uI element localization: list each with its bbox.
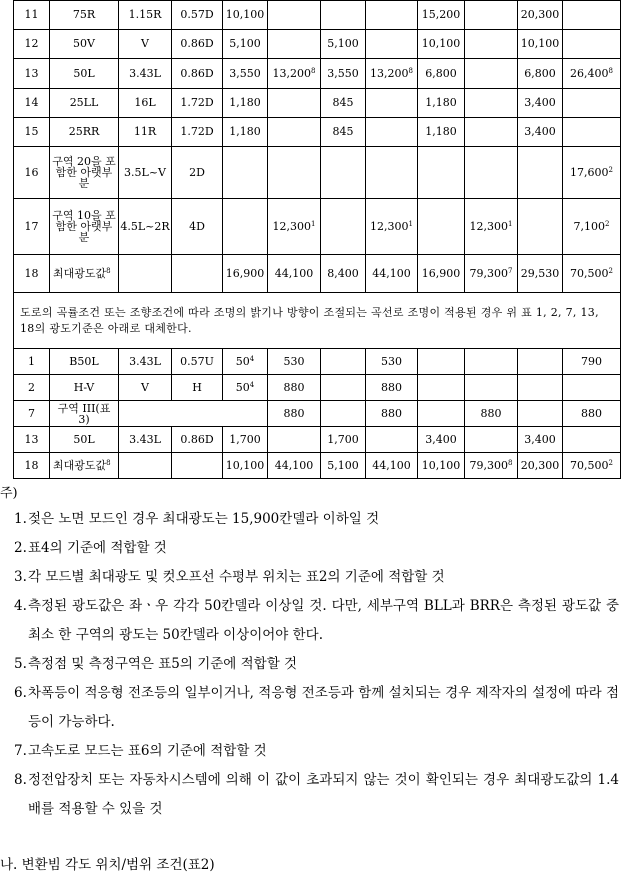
table-cell: 5,100 — [321, 30, 366, 59]
table-cell — [563, 1, 621, 30]
table-cell: 7 — [14, 401, 50, 427]
note-item — [0, 505, 621, 534]
table-cell — [563, 375, 621, 401]
table-row — [14, 89, 621, 118]
table-cell — [465, 118, 518, 147]
table-cell: H-V — [50, 375, 119, 401]
table-cell — [268, 89, 321, 118]
footnote-marker: 1 — [311, 219, 316, 228]
table-note-section — [14, 293, 621, 349]
table-cell: 7,100$^2$ — [563, 199, 621, 255]
table-cell: 20,300 — [518, 453, 563, 479]
table-cell: 3,550 — [321, 59, 366, 89]
table-cell — [172, 255, 223, 293]
table-cell — [321, 349, 366, 375]
table-cell — [418, 199, 465, 255]
table-cell: 880 — [563, 401, 621, 427]
table-row — [14, 30, 621, 59]
table-cell: 18 — [14, 255, 50, 293]
table-cell — [563, 427, 621, 453]
table-cell — [418, 349, 465, 375]
note-text: 젖은 노면 모드인 경우 최대광도는 15,900칸델라 이하일 것 — [28, 511, 380, 527]
footnote-marker: 8 — [408, 66, 413, 75]
table-cell: 구역 III(표 3) — [50, 401, 119, 427]
table-cell — [268, 1, 321, 30]
table-cell — [465, 427, 518, 453]
table-cell: 790 — [563, 349, 621, 375]
table-cell: 1.15R — [119, 1, 172, 30]
note-number: 4. — [14, 598, 27, 614]
footnote-marker: 8 — [106, 458, 111, 467]
table-cell: 10,100 — [223, 1, 268, 30]
table-cell: 16,900 — [223, 255, 268, 293]
table-cell: 1,180 — [223, 118, 268, 147]
table-body-curve — [14, 349, 621, 479]
table-cell: 880 — [366, 375, 418, 401]
table-cell: 10,100 — [418, 453, 465, 479]
table-cell: 26,400$^8$ — [563, 59, 621, 89]
table-cell — [518, 199, 563, 255]
table-cell: 13 — [14, 59, 50, 89]
note-number: 7. — [14, 743, 27, 759]
table-cell: 12,300$^1$ — [366, 199, 418, 255]
table-cell — [366, 89, 418, 118]
table-cell — [223, 199, 268, 255]
table-cell: 3,400 — [518, 89, 563, 118]
footnote-marker: 8 — [608, 66, 613, 75]
table-cell: H — [172, 375, 223, 401]
table-cell: 12 — [14, 30, 50, 59]
footnote-marker: 8 — [508, 458, 513, 467]
table-cell: 10,100 — [418, 30, 465, 59]
table-cell: 880 — [268, 375, 321, 401]
table-cell — [366, 118, 418, 147]
table-cell: 1.72D — [172, 118, 223, 147]
table-cell: 50V — [50, 30, 119, 59]
footnote-marker: 2 — [605, 219, 610, 228]
table-row — [14, 118, 621, 147]
note-number: 3. — [14, 569, 27, 585]
footnote-marker: 4 — [249, 354, 255, 363]
table-row — [14, 375, 621, 401]
table-cell: 10,100 — [518, 30, 563, 59]
table-cell: 3,550 — [223, 59, 268, 89]
table-cell: 530 — [366, 349, 418, 375]
table-cell: 12,300$^1$ — [268, 199, 321, 255]
table-cell: 0.57U — [172, 349, 223, 375]
table-cell: 15,200 — [418, 1, 465, 30]
table-cell: 3.43L — [119, 349, 172, 375]
table-row — [14, 255, 621, 293]
table-cell — [172, 453, 223, 479]
table-cell: 1,700 — [223, 427, 268, 453]
table-cell: $50^4$ — [223, 349, 268, 375]
note-item — [0, 534, 621, 563]
notes-header: 주) — [0, 486, 18, 501]
table-cell: 13,200$^8$ — [268, 59, 321, 89]
table-cell: 1,700 — [321, 427, 366, 453]
table-row — [14, 59, 621, 89]
table-cell: 2 — [14, 375, 50, 401]
note-item — [0, 650, 621, 679]
note-item — [0, 679, 621, 737]
table-cell: 75R — [50, 1, 119, 30]
table-cell: 845 — [321, 118, 366, 147]
table-cell: 3,400 — [518, 118, 563, 147]
table-cell: 50L — [50, 59, 119, 89]
table-cell — [563, 30, 621, 59]
note-text: 고속도로 모드는 표6의 기준에 적합할 것 — [28, 743, 267, 759]
table-cell: 70,500$^2$ — [563, 255, 621, 293]
table-cell — [321, 199, 366, 255]
note-number: 8. — [14, 772, 27, 788]
table-cell — [418, 375, 465, 401]
table-cell: 8,400 — [321, 255, 366, 293]
table-cell — [465, 89, 518, 118]
table-cell — [268, 118, 321, 147]
table-cell: 1 — [14, 349, 50, 375]
table-cell — [321, 401, 366, 427]
table-cell: 5,100 — [321, 453, 366, 479]
note-item — [0, 766, 621, 824]
footnote-marker: 4 — [249, 380, 255, 389]
table-cell: 4D — [172, 199, 223, 255]
table-cell — [268, 30, 321, 59]
table-cell: 0.86D — [172, 427, 223, 453]
table-cell — [563, 118, 621, 147]
table-cell — [563, 89, 621, 118]
footnote-marker: 7 — [508, 266, 513, 275]
section-title: 나. 변환빔 각도 위치/범위 조건(표2) — [0, 857, 215, 873]
curve-lighting-note: 도로의 곡률조건 또는 조향조건에 따라 조명의 밝기나 방향이 조절되는 곡선로 조명이 적용된 경우 위 표 1, 2, 7, 13, 18의 광도기준은 아래로 대체한다. — [14, 293, 621, 349]
table-cell: B50L — [50, 349, 119, 375]
table-cell — [518, 147, 563, 199]
table-cell — [321, 147, 366, 199]
footnote-marker: 1 — [508, 219, 513, 228]
table-cell: 530 — [268, 349, 321, 375]
table-cell: 2D — [172, 147, 223, 199]
table-cell: 17 — [14, 199, 50, 255]
table-cell: 구역 20을 포함한 아랫부분 — [50, 147, 119, 199]
table-cell: 16L — [119, 89, 172, 118]
table-cell — [518, 401, 563, 427]
table-cell: 13 — [14, 427, 50, 453]
note-number: 5. — [14, 656, 27, 672]
note-item — [0, 737, 621, 766]
table-cell: 3.43L — [119, 59, 172, 89]
table-cell: 20,300 — [518, 1, 563, 30]
table-cell — [465, 59, 518, 89]
table-cell — [465, 30, 518, 59]
table-body-main — [14, 1, 621, 293]
table-row — [14, 453, 621, 479]
note-text: 각 모드별 최대광도 및 컷오프선 수평부 위치는 표2의 기준에 적합할 것 — [28, 569, 445, 585]
table-cell: 13,200$^8$ — [366, 59, 418, 89]
note-text: 측정된 광도값은 좌ㆍ우 각각 50칸델라 이상일 것. 다만, 세부구역 BLL과 BRR은 측정된 광도값 중 최소 한 구역의 광도는 50칸델라 이상이어야 한다. — [28, 598, 619, 643]
footnote-marker: 2 — [608, 165, 613, 174]
table-cell: 6,800 — [518, 59, 563, 89]
table-cell: 50L — [50, 427, 119, 453]
notes-list — [0, 505, 621, 824]
table-cell — [465, 375, 518, 401]
table-cell: 0.86D — [172, 59, 223, 89]
table-cell: 44,100 — [366, 453, 418, 479]
table-cell: 4.5L~2R — [119, 199, 172, 255]
table-cell — [366, 30, 418, 59]
table-cell: 최대광도값$^8$ — [50, 255, 119, 293]
table-cell: V — [119, 30, 172, 59]
table-cell: 44,100 — [366, 255, 418, 293]
table-cell — [418, 147, 465, 199]
table-cell: 3,400 — [518, 427, 563, 453]
table-cell: 11 — [14, 1, 50, 30]
table-cell: 880 — [268, 401, 321, 427]
table-cell: 5,100 — [223, 30, 268, 59]
note-number: 6. — [14, 685, 27, 701]
table-cell — [321, 375, 366, 401]
table-row — [14, 147, 621, 199]
note-item — [0, 592, 621, 650]
note-text: 정전압장치 또는 자동차시스템에 의해 이 값이 초과되지 않는 것이 확인되는 경우 최대광도값의 1.4배를 적용할 수 있을 것 — [28, 772, 619, 817]
table-cell: 29,530 — [518, 255, 563, 293]
table-cell: 44,100 — [268, 453, 321, 479]
table-cell: 3,400 — [418, 427, 465, 453]
table-cell: 16 — [14, 147, 50, 199]
table-cell: 0.86D — [172, 30, 223, 59]
table-cell: 17,600$^2$ — [563, 147, 621, 199]
table-cell: 44,100 — [268, 255, 321, 293]
table-cell — [418, 401, 465, 427]
footnote-marker: 8 — [311, 66, 316, 75]
table-cell: V — [119, 375, 172, 401]
table-cell: 3.43L — [119, 427, 172, 453]
table-row — [14, 1, 621, 30]
table-cell — [366, 427, 418, 453]
table-cell: 1,180 — [418, 89, 465, 118]
table-cell: 18 — [14, 453, 50, 479]
table-cell — [465, 1, 518, 30]
table-cell: 1.72D — [172, 89, 223, 118]
table-cell: $50^4$ — [223, 375, 268, 401]
note-number: 2. — [14, 540, 27, 556]
table-row — [14, 349, 621, 375]
table-cell: 1,180 — [223, 89, 268, 118]
table-cell — [465, 349, 518, 375]
note-text: 차폭등이 적응형 전조등의 일부이거나, 적응형 전조등과 함께 설치되는 경우 제작자의 설정에 따라 점등이 가능하다. — [28, 685, 619, 730]
table-cell — [119, 453, 172, 479]
footnote-marker: 2 — [608, 266, 613, 275]
table-cell: 11R — [119, 118, 172, 147]
table-cell: 6,800 — [418, 59, 465, 89]
note-text: 표4의 기준에 적합할 것 — [28, 540, 167, 556]
table-row — [14, 401, 621, 427]
table-row — [14, 199, 621, 255]
table-cell — [518, 375, 563, 401]
note-item — [0, 563, 621, 592]
table-cell — [268, 427, 321, 453]
table-cell: 25RR — [50, 118, 119, 147]
note-text: 측정점 및 측정구역은 표5의 기준에 적합할 것 — [28, 656, 298, 672]
table-cell: 14 — [14, 89, 50, 118]
table-cell: 최대광도값$^8$ — [50, 453, 119, 479]
table-cell: 79,300$^8$ — [465, 453, 518, 479]
table-cell: 12,300$^1$ — [465, 199, 518, 255]
table-cell — [518, 349, 563, 375]
table-cell: 1,180 — [418, 118, 465, 147]
table-cell: 15 — [14, 118, 50, 147]
table-cell: 3.5L~V — [119, 147, 172, 199]
table-cell: 25LL — [50, 89, 119, 118]
table-cell: 16,900 — [418, 255, 465, 293]
footnote-marker: 1 — [408, 219, 413, 228]
note-number: 1. — [14, 511, 27, 527]
table-cell — [366, 147, 418, 199]
footnote-marker: 2 — [608, 458, 613, 467]
table-cell — [223, 147, 268, 199]
table-cell — [465, 147, 518, 199]
table-row — [14, 427, 621, 453]
table-cell: 845 — [321, 89, 366, 118]
table-cell: 0.57D — [172, 1, 223, 30]
table-cell — [268, 147, 321, 199]
table-cell: 70,500$^2$ — [563, 453, 621, 479]
luminous-intensity-table — [13, 0, 621, 479]
footnote-marker: 8 — [106, 266, 111, 275]
table-cell: 880 — [465, 401, 518, 427]
table-cell: 880 — [366, 401, 418, 427]
table-cell — [366, 1, 418, 30]
table-cell: 구역 10을 포함한 아랫부분 — [50, 199, 119, 255]
table-cell: 79,300$^7$ — [465, 255, 518, 293]
table-cell — [119, 401, 268, 427]
table-note-row — [14, 293, 621, 349]
table-cell — [321, 1, 366, 30]
table-cell — [119, 255, 172, 293]
table-cell: 10,100 — [223, 453, 268, 479]
